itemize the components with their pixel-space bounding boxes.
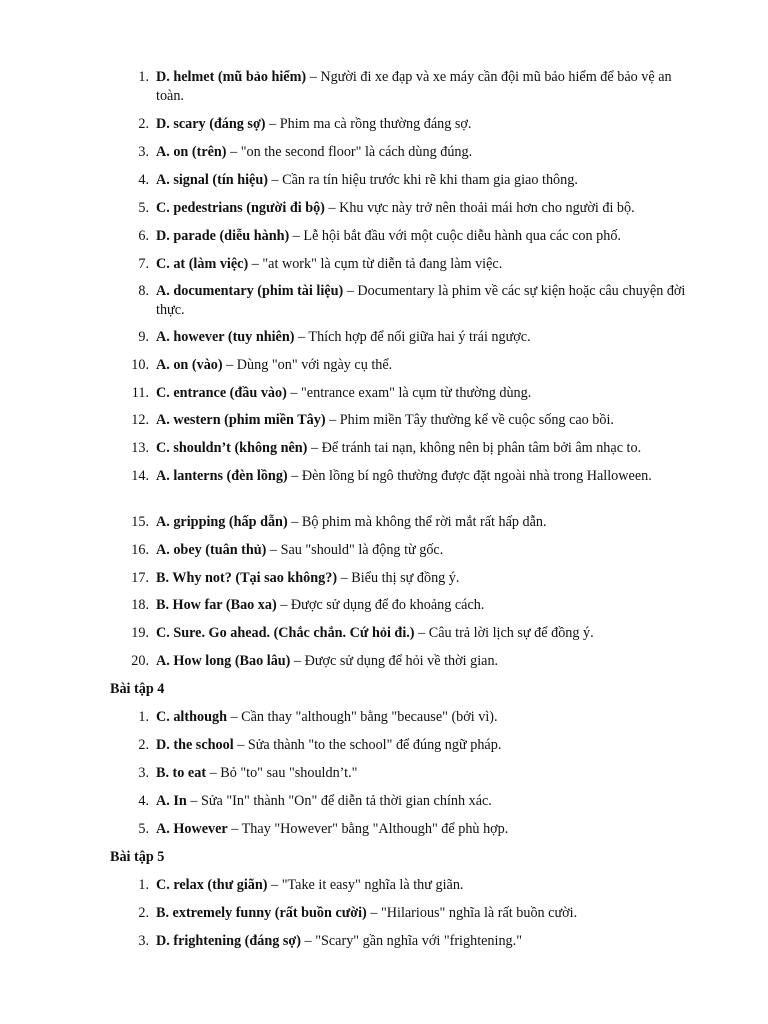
list-item [125, 876, 691, 895]
item-answer: D. frightening (đáng sợ) [156, 933, 302, 949]
item-explanation: – Cần thay "although" bằng "because" (bởi vì). [226, 709, 498, 725]
item-number: 6. [138, 228, 149, 244]
item-number: 4. [138, 793, 149, 809]
item-number: 7. [138, 256, 149, 272]
list-item [125, 411, 691, 430]
list-item [125, 356, 691, 375]
item-answer: A. gripping (hấp dẫn) [156, 514, 288, 530]
section-heading-bai-tap-5: Bài tập 5 [110, 849, 165, 865]
item-answer: D. scary (đáng sợ) [156, 116, 266, 132]
item-explanation: – Bỏ "to" sau "shouldn’t." [206, 765, 358, 781]
list-item [125, 199, 691, 218]
list-item [125, 736, 691, 755]
list-item [125, 569, 691, 588]
item-answer: A. obey (tuân thủ) [156, 542, 267, 558]
item-number: 12. [131, 412, 149, 428]
list-item [125, 708, 691, 727]
item-explanation: – Đèn lồng bí ngô thường được đặt ngoài nhà trong Halloween. [287, 468, 652, 484]
item-number: 1. [138, 69, 149, 85]
list-item [125, 513, 691, 532]
item-answer: A. documentary (phim tài liệu) [156, 283, 344, 299]
item-answer: A. lanterns (đèn lồng) [156, 468, 288, 484]
item-answer: C. shouldn’t (không nên) [156, 440, 308, 456]
item-number: 3. [138, 933, 149, 949]
item-number: 4. [138, 172, 149, 188]
item-explanation: – "Hilarious" nghĩa là rất buồn cười. [366, 905, 578, 921]
list-item [125, 328, 691, 347]
item-number: 16. [131, 542, 149, 558]
item-explanation: – Phim miền Tây thường kể về cuộc sống cao bồi. [325, 412, 614, 428]
item-number: 5. [138, 821, 149, 837]
item-answer: C. Sure. Go ahead. (Chắc chắn. Cứ hỏi đi.) [156, 625, 415, 641]
list-item [125, 467, 691, 486]
list-item [125, 282, 691, 319]
item-answer: A. on (trên) [156, 144, 227, 160]
list-item [125, 624, 691, 643]
list-item [125, 227, 691, 246]
item-explanation: – Cần ra tín hiệu trước khi rẽ khi tham gia giao thông. [267, 172, 578, 188]
item-answer: C. entrance (đầu vào) [156, 385, 287, 401]
item-explanation: – Được sử dụng để đo khoảng cách. [276, 597, 485, 613]
item-answer: B. How far (Bao xa) [156, 597, 277, 613]
item-answer: A. In [156, 793, 187, 809]
list-item [125, 439, 691, 458]
list-item [125, 820, 691, 839]
item-answer: A. western (phim miền Tây) [156, 412, 326, 428]
item-explanation: – Thích hợp để nối giữa hai ý trái ngược. [294, 329, 531, 345]
item-explanation: – "on the second floor" là cách dùng đúng. [226, 144, 473, 160]
item-answer: A. however (tuy nhiên) [156, 329, 295, 345]
item-explanation: – "entrance exam" là cụm từ thường dùng. [286, 385, 532, 401]
list-item [125, 255, 691, 274]
item-number: 20. [131, 653, 149, 669]
item-answer: C. although [156, 709, 227, 725]
item-number: 5. [138, 200, 149, 216]
list-item [125, 932, 691, 951]
item-explanation: – Phim ma cà rồng thường đáng sợ. [265, 116, 472, 132]
item-number: 2. [138, 116, 149, 132]
item-explanation: – Lễ hội bắt đầu với một cuộc diễu hành qua các con phố. [289, 228, 621, 244]
item-explanation: – Được sử dụng để hỏi về thời gian. [290, 653, 499, 669]
list-item [125, 904, 691, 923]
section-heading-bai-tap-4: Bài tập 4 [110, 681, 165, 697]
item-answer: C. relax (thư giãn) [156, 877, 268, 893]
list-item [125, 764, 691, 783]
item-number: 11. [131, 385, 149, 401]
item-answer: C. pedestrians (người đi bộ) [156, 200, 325, 216]
item-number: 9. [138, 329, 149, 345]
item-answer: B. extremely funny (rất buồn cười) [156, 905, 367, 921]
item-explanation: – "Take it easy" nghĩa là thư giãn. [267, 877, 464, 893]
item-explanation: – Biểu thị sự đồng ý. [337, 570, 460, 586]
item-number: 15. [131, 514, 149, 530]
item-number: 19. [131, 625, 149, 641]
item-explanation: – Sửa thành "to the school" để đúng ngữ pháp. [233, 737, 502, 753]
item-answer: D. parade (diễu hành) [156, 228, 290, 244]
item-number: 1. [138, 709, 149, 725]
item-answer: A. on (vào) [156, 357, 223, 373]
item-number: 8. [138, 283, 149, 299]
item-explanation: – Sau "should" là động từ gốc. [266, 542, 444, 558]
item-answer: A. How long (Bao lâu) [156, 653, 291, 669]
list-item [125, 143, 691, 162]
item-answer: D. helmet (mũ bảo hiểm) [156, 69, 307, 85]
list-item [125, 384, 691, 403]
item-explanation: – Khu vực này trở nên thoải mái hơn cho người đi bộ. [324, 200, 635, 216]
list-item [125, 596, 691, 615]
item-explanation: – Bộ phim mà không thể rời mắt rất hấp dẫn. [287, 514, 547, 530]
item-explanation: – Sửa "In" thành "On" để diễn tả thời gian chính xác. [186, 793, 492, 809]
item-number: 14. [131, 468, 149, 484]
item-explanation: – Câu trả lời lịch sự để đồng ý. [414, 625, 594, 641]
item-number: 18. [131, 597, 149, 613]
item-number: 17. [131, 570, 149, 586]
item-explanation: – Documentary là phim về các sự kiện hoặc câu chuyện đời thực. [156, 283, 686, 318]
item-number: 1. [138, 877, 149, 893]
item-explanation: – Người đi xe đạp và xe máy cần đội mũ bảo hiểm để bảo vệ an toàn. [156, 69, 672, 104]
item-answer: D. the school [156, 737, 234, 753]
item-number: 2. [138, 737, 149, 753]
list-item [125, 792, 691, 811]
item-explanation: – Thay "However" bằng "Although" để phù hợp. [227, 821, 509, 837]
item-answer: A. signal (tín hiệu) [156, 172, 268, 188]
list-item [125, 541, 691, 560]
list-item [125, 652, 691, 671]
item-answer: A. However [156, 821, 228, 837]
list-item [125, 171, 691, 190]
list-item [125, 115, 691, 134]
item-number: 2. [138, 905, 149, 921]
item-number: 13. [131, 440, 149, 456]
item-number: 3. [138, 144, 149, 160]
item-explanation: – "at work" là cụm từ diễn tả đang làm việc. [248, 256, 503, 272]
item-number: 3. [138, 765, 149, 781]
item-answer: C. at (làm việc) [156, 256, 249, 272]
item-explanation: – Dùng "on" với ngày cụ thể. [222, 357, 393, 373]
item-explanation: – Để tránh tai nạn, không nên bị phân tâm bởi âm nhạc to. [307, 440, 642, 456]
item-answer: B. Why not? (Tại sao không?) [156, 570, 338, 586]
item-answer: B. to eat [156, 765, 207, 781]
item-number: 10. [131, 357, 149, 373]
item-explanation: – "Scary" gần nghĩa với "frightening." [301, 933, 522, 949]
list-item [125, 68, 691, 105]
